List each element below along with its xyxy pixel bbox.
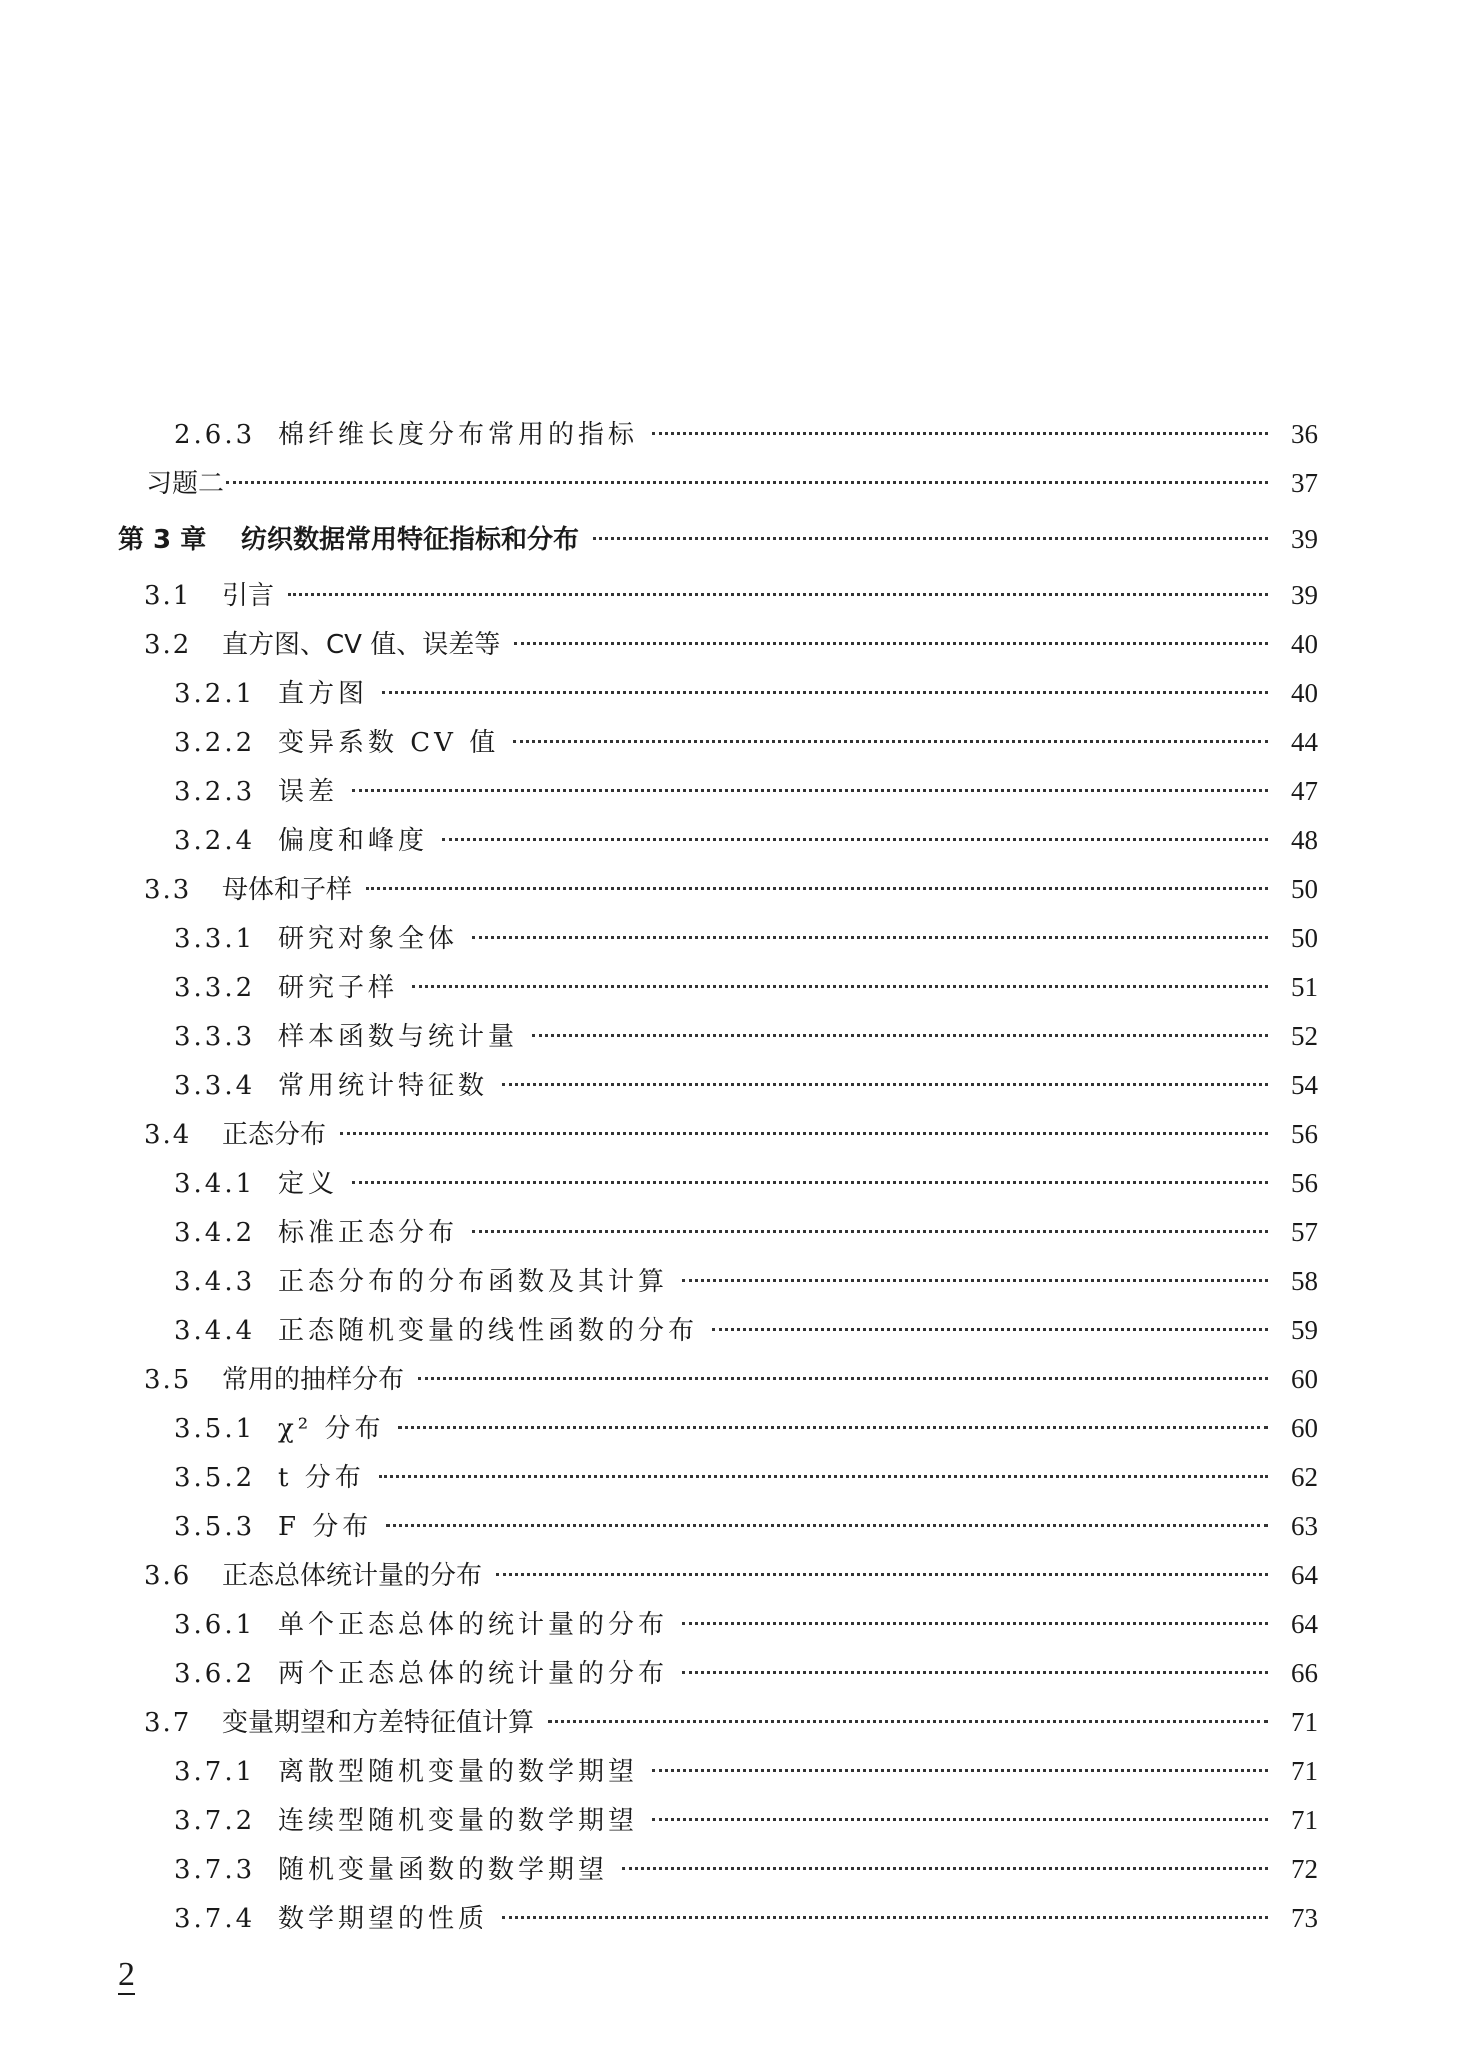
toc-entry-number: 3.2.1 [174,679,256,709]
dot-leader [532,1034,1268,1037]
toc-entry-page-number: 73 [1291,1903,1318,1933]
toc-entry-head [118,1846,608,1895]
toc-entry-page-number: 64 [1291,1560,1318,1590]
toc-entry-subsection[interactable] [118,1600,1318,1649]
toc-entry-section[interactable] [118,1551,1318,1600]
toc-entry-head [118,1454,365,1503]
toc-entry-subsection[interactable] [118,1208,1318,1257]
dot-leader [442,838,1268,841]
toc-entry-head [118,1748,638,1797]
toc-entry-page-number: 62 [1291,1462,1318,1492]
page-number: 2 [118,1956,135,1993]
dot-leader [472,936,1268,939]
toc-entry-page-number: 56 [1291,1119,1318,1149]
toc-entry-number: 3.2.2 [174,728,256,758]
toc-entry-title: 连续型随机变量的数学期望 [278,1806,639,1836]
toc-entry-page-number: 50 [1291,923,1318,953]
dot-leader [352,1181,1268,1184]
dot-leader [379,1475,1268,1478]
toc-entry-number: 3.7.2 [174,1806,256,1836]
toc-entry-title: 定义 [278,1169,339,1199]
toc-entry-head [118,1552,482,1601]
toc-entry-number: 3.7.1 [174,1757,256,1787]
toc-entry-head [118,1160,338,1209]
toc-entry-page-number: 60 [1291,1413,1318,1443]
dot-leader [472,1230,1268,1233]
toc-entry-number: 3.3.1 [174,924,256,954]
toc-entry-title: 棉纤维长度分布常用的指标 [278,420,639,450]
toc-entry-subsection[interactable] [118,1502,1318,1551]
dot-leader [352,789,1268,792]
toc-entry-subsection[interactable] [118,718,1318,767]
toc-entry-chapter[interactable] [118,508,1318,571]
toc-entry-title: 离散型随机变量的数学期望 [278,1757,639,1787]
toc-entry-page-number: 37 [1291,468,1318,498]
toc-entry-head [118,964,398,1013]
toc-entry-title: 纺织数据常用特征指标和分布 [241,525,580,555]
toc-entry-title: 正态随机变量的线性函数的分布 [278,1316,699,1346]
toc-entry-page-number: 71 [1291,1707,1318,1737]
toc-entry-subsection[interactable] [118,669,1318,718]
toc-entry-number: 3.4 [144,1120,192,1150]
toc-entry-title: 直方图 [278,679,369,709]
toc-entry-head [118,1650,668,1699]
toc-entry-section[interactable] [118,865,1318,914]
toc-entry-page-number: 60 [1291,1364,1318,1394]
dot-leader [502,1916,1268,1919]
toc-entry-title: 常用统计特征数 [278,1071,489,1101]
toc-entry-title: 数学期望的性质 [278,1904,489,1934]
toc-entry-title: 正态分布 [222,1120,327,1150]
dot-leader [226,481,1268,484]
toc-entry-head [118,1503,372,1552]
toc-entry-title: 研究子样 [278,973,399,1003]
toc-entry-section[interactable] [118,1698,1318,1747]
toc-entry-number: 3.1 [144,581,192,611]
toc-entry-number: 3.4.1 [174,1169,256,1199]
toc-entry-page-number: 39 [1291,524,1318,554]
toc-entry-page-number: 58 [1291,1266,1318,1296]
toc-entry-head [118,1356,404,1405]
toc-entry-subsection[interactable] [118,816,1318,865]
toc-entry-page-number: 59 [1291,1315,1318,1345]
toc-entry-number: 3.6.1 [174,1610,256,1640]
dot-leader [340,1132,1268,1135]
toc-entry-subsection[interactable] [118,1159,1318,1208]
toc-entry-title: F 分布 [278,1512,373,1542]
toc-entry-number: 3.3.3 [174,1022,256,1052]
toc-entry-number: 3.5.2 [174,1463,256,1493]
toc-entry-page-number: 51 [1291,972,1318,1002]
toc-entry-number: 3.2.4 [174,826,256,856]
toc-entry-page-number: 56 [1291,1168,1318,1198]
toc-entry-title: 直方图、CV 值、误差等 [222,630,501,660]
toc-entry-subsection[interactable] [118,767,1318,816]
dot-leader [548,1720,1268,1723]
toc-entry-head [118,817,428,866]
toc-entry-head [118,1111,326,1160]
toc-entry-title: 变量期望和方差特征值计算 [222,1708,535,1738]
toc-entry-section[interactable] [118,571,1318,620]
toc-entry-page-number: 39 [1291,580,1318,610]
toc-entry-title: 变异系数 CV 值 [278,728,500,758]
toc-entry-title: 随机变量函数的数学期望 [278,1855,609,1885]
toc-entry-head [118,719,499,768]
toc-entry-title: 单个正态总体的统计量的分布 [278,1610,669,1640]
toc-entry-subsection[interactable] [118,1306,1318,1355]
toc-entry-subsection[interactable] [118,1649,1318,1698]
toc-entry-number: 3.2.3 [174,777,256,807]
toc-entry-subsection[interactable] [118,1453,1318,1502]
toc-entry-subsection[interactable] [118,914,1318,963]
dot-leader [366,887,1268,890]
toc-entry-number: 3.6 [144,1561,192,1591]
toc-entry-page-number: 52 [1291,1021,1318,1051]
toc-entry-title: 母体和子样 [222,875,353,905]
toc-entry-page-number: 44 [1291,727,1318,757]
toc-entry-subsection[interactable] [118,1747,1318,1796]
toc-entry-section[interactable] [118,1355,1318,1404]
toc-entry-page-number: 48 [1291,825,1318,855]
toc-entry-title: 标准正态分布 [278,1218,459,1248]
toc-entry-page-number: 50 [1291,874,1318,904]
toc-entry-page-number: 40 [1291,629,1318,659]
dot-leader [418,1377,1268,1380]
toc-entry-section[interactable] [118,1110,1318,1159]
toc-entry-head [118,1895,488,1944]
dot-leader [682,1622,1268,1625]
toc-entry-page-number: 71 [1291,1805,1318,1835]
toc-entry-title: 正态总体统计量的分布 [222,1561,483,1591]
toc-entry-page-number: 66 [1291,1658,1318,1688]
toc-entry-head [118,1699,534,1748]
toc-entry-number: 3.6.2 [174,1659,256,1689]
toc-entry-subsection[interactable] [118,1257,1318,1306]
dot-leader [622,1867,1268,1870]
toc-entry-subsection[interactable] [118,1894,1318,1943]
toc-entry-title: 样本函数与统计量 [278,1022,519,1052]
toc-entry-head [118,411,638,460]
dot-leader [682,1279,1268,1282]
toc-entry-head [118,621,500,670]
toc-entry-number: 3.3 [144,875,192,905]
toc-entry-head [118,1209,458,1258]
toc-entry-title: 引言 [222,581,275,611]
dot-leader [652,1818,1268,1821]
toc-entry-number: 3.3.4 [174,1071,256,1101]
dot-leader [412,985,1268,988]
dot-leader [652,1769,1268,1772]
toc-entry-title: 常用的抽样分布 [222,1365,405,1395]
toc-entry-head [118,460,224,509]
toc-entry-page-number: 54 [1291,1070,1318,1100]
toc-entry-head [118,1797,638,1846]
toc-entry-number: 3.7.4 [174,1904,256,1934]
toc-entry-page-number: 71 [1291,1756,1318,1786]
toc-entry-page-number: 64 [1291,1609,1318,1639]
toc-entry-head [118,509,579,572]
dot-leader [502,1083,1268,1086]
dot-leader [652,432,1268,435]
toc-entry-head [118,1307,698,1356]
toc-entry-number: 3.7 [144,1708,192,1738]
toc-entry-page-number: 47 [1291,776,1318,806]
toc-entry-title: 正态分布的分布函数及其计算 [278,1267,669,1297]
dot-leader [514,642,1268,645]
toc-entry-head [118,670,368,719]
dot-leader [593,537,1268,540]
dot-leader [382,691,1268,694]
dot-leader [513,740,1268,743]
toc-entry-page-number: 40 [1291,678,1318,708]
toc-entry-number: 2.6.3 [174,420,256,450]
toc-entry-number: 3.4.3 [174,1267,256,1297]
toc-entry-subsection[interactable] [118,410,1318,459]
toc-entry-number: 3.5.1 [174,1414,256,1444]
toc-entry-title: 偏度和峰度 [278,826,429,856]
toc-entry-head [118,1062,488,1111]
toc-entry-title: 误差 [278,777,339,807]
toc-entry-title: χ² 分布 [278,1414,385,1444]
toc-entry-subsection[interactable] [118,1404,1318,1453]
toc-entry-page-number: 36 [1291,419,1318,449]
toc-entry-head [118,866,352,915]
dot-leader [496,1573,1268,1576]
toc-entry-number: 3.4.2 [174,1218,256,1248]
toc-entry-subsection[interactable] [118,1012,1318,1061]
toc-entry-subsection[interactable] [118,1796,1318,1845]
toc-entry-number: 3.2 [144,630,192,660]
dot-leader [682,1671,1268,1674]
toc-entry-head [118,768,338,817]
toc-entry-title: t 分布 [278,1463,365,1493]
toc-entry-head [118,1013,518,1062]
toc-entry-head [118,1258,668,1307]
toc-entry-subsection[interactable] [118,963,1318,1012]
toc-entry-number: 3.4.4 [174,1316,256,1346]
toc-entry-number: 3.5.3 [174,1512,256,1542]
dot-leader [712,1328,1268,1331]
toc-entry-title: 习题二 [146,469,225,499]
toc-entry-page-number: 57 [1291,1217,1318,1247]
toc-entry-subsection[interactable] [118,1061,1318,1110]
toc-entry-head [118,915,458,964]
toc-entry-subsection[interactable] [118,1845,1318,1894]
toc-entry-page-number: 72 [1291,1854,1318,1884]
toc-entry-section[interactable] [118,620,1318,669]
dot-leader [386,1524,1268,1527]
toc-entry-head [118,1601,668,1650]
dot-leader [288,593,1268,596]
toc-entry-head [118,572,274,621]
toc-entry-number: 第 3 章 [118,525,207,555]
dot-leader [398,1426,1268,1429]
toc-entry-title: 两个正态总体的统计量的分布 [278,1659,669,1689]
toc-entry-head [118,1405,384,1454]
toc-entry-number: 3.7.3 [174,1855,256,1885]
toc-entry-exercise[interactable] [118,459,1318,508]
toc-entry-title: 研究对象全体 [278,924,459,954]
toc-entry-number: 3.5 [144,1365,192,1395]
toc-entry-number: 3.3.2 [174,973,256,1003]
table-of-contents [118,410,1318,1943]
toc-entry-page-number: 63 [1291,1511,1318,1541]
